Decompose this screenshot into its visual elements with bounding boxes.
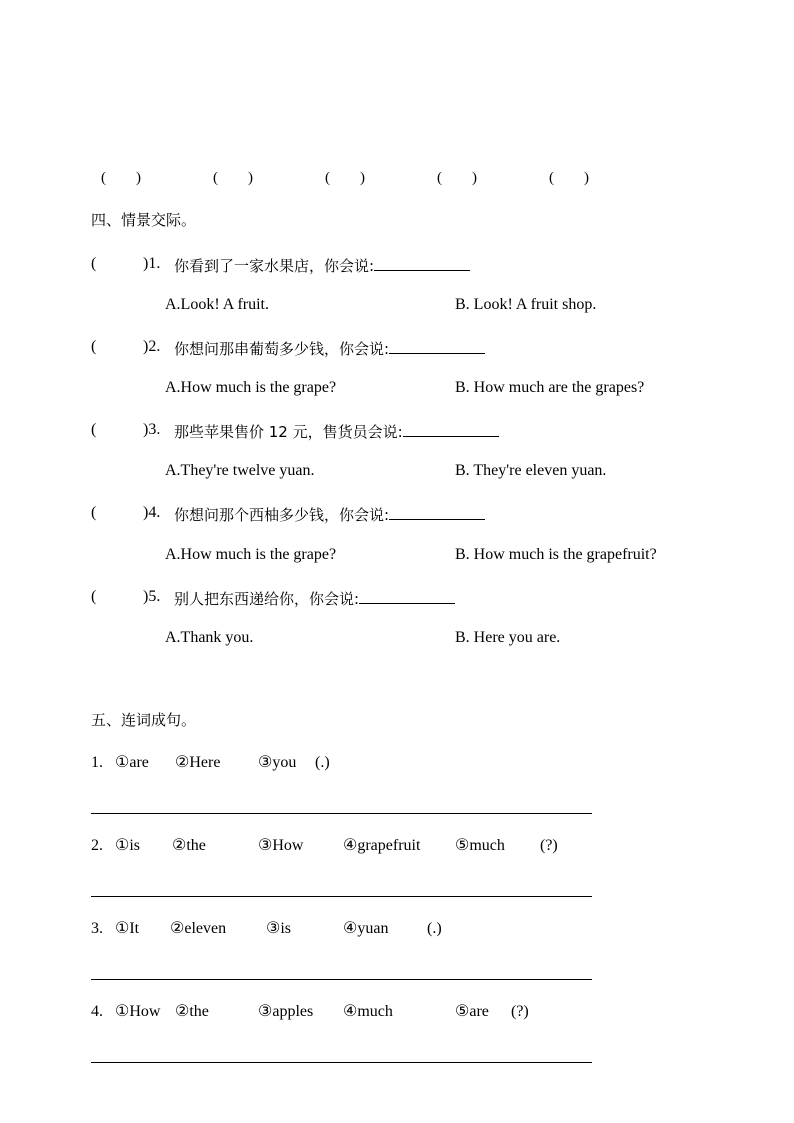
word-token: ①are: [115, 754, 149, 771]
question-number: )4.: [143, 504, 161, 521]
section5-title: 五、连词成句。: [91, 711, 197, 729]
option-a[interactable]: A.How much is the grape?: [165, 379, 337, 396]
option-a[interactable]: A.How much is the grape?: [165, 546, 337, 563]
answer-paren-open[interactable]: (: [91, 421, 97, 438]
answer-paren-open[interactable]: (: [91, 504, 97, 521]
punctuation-token: (?): [540, 837, 558, 854]
answer-paren-open[interactable]: (: [91, 255, 97, 272]
question-prompt: 那些苹果售价 12 元，售货员会说:: [174, 422, 499, 440]
option-b[interactable]: B. They're eleven yuan.: [455, 462, 607, 479]
answer-line[interactable]: [91, 813, 592, 814]
answer-paren[interactable]: ( ): [437, 170, 477, 186]
question-prompt: 你想问那串葡萄多少钱，你会说:: [174, 339, 485, 357]
option-b[interactable]: B. How much are the grapes?: [455, 379, 645, 396]
answer-paren[interactable]: ( ): [325, 170, 365, 186]
word-token: ②Here: [175, 754, 221, 771]
item-number: 3.: [91, 920, 103, 937]
option-a[interactable]: A.They're twelve yuan.: [165, 462, 315, 479]
item-number: 1.: [91, 754, 103, 771]
answer-blank[interactable]: [374, 256, 470, 271]
question-number: )1.: [143, 255, 161, 272]
word-token: ②the: [175, 1003, 209, 1020]
option-b[interactable]: B. How much is the grapefruit?: [455, 546, 657, 563]
answer-blank[interactable]: [389, 505, 485, 520]
word-token: ①It: [115, 920, 140, 937]
answer-blank[interactable]: [389, 339, 485, 354]
word-token: ①How: [115, 1003, 161, 1020]
word-token: ③apples: [258, 1003, 314, 1020]
option-a[interactable]: A.Thank you.: [165, 629, 254, 646]
word-token: ④yuan: [343, 920, 389, 937]
item-number: 2.: [91, 837, 103, 854]
option-b[interactable]: B. Look! A fruit shop.: [455, 296, 597, 313]
section4-title: 四、情景交际。: [91, 211, 197, 229]
item-number: 4.: [91, 1003, 103, 1020]
option-a[interactable]: A.Look! A fruit.: [165, 296, 269, 313]
word-token: ①is: [115, 837, 141, 854]
answer-line[interactable]: [91, 1062, 592, 1063]
word-token: ⑤are: [455, 1003, 489, 1020]
question-number: )3.: [143, 421, 161, 438]
word-token: ②the: [172, 837, 206, 854]
question-prompt: 你想问那个西柚多少钱，你会说:: [174, 505, 485, 523]
word-token: ②eleven: [170, 920, 227, 937]
punctuation-token: (?): [511, 1003, 529, 1020]
answer-paren-open[interactable]: (: [91, 588, 97, 605]
punctuation-token: (.): [315, 754, 330, 771]
question-number: )2.: [143, 338, 161, 355]
answer-blank[interactable]: [359, 589, 455, 604]
answer-paren[interactable]: ( ): [549, 170, 589, 186]
answer-paren[interactable]: ( ): [101, 170, 141, 186]
question-prompt: 你看到了一家水果店，你会说:: [174, 256, 470, 274]
word-token: ③How: [258, 837, 304, 854]
word-token: ③you: [258, 754, 297, 771]
word-token: ④grapefruit: [343, 837, 421, 854]
answer-paren-open[interactable]: (: [91, 338, 97, 355]
option-b[interactable]: B. Here you are.: [455, 629, 561, 646]
answer-line[interactable]: [91, 896, 592, 897]
answer-line[interactable]: [91, 979, 592, 980]
question-prompt: 别人把东西递给你，你会说:: [174, 589, 455, 607]
word-token: ③is: [266, 920, 292, 937]
punctuation-token: (.): [427, 920, 442, 937]
word-token: ④much: [343, 1003, 393, 1020]
question-number: )5.: [143, 588, 161, 605]
answer-blank[interactable]: [403, 422, 499, 437]
word-token: ⑤much: [455, 837, 505, 854]
answer-paren[interactable]: ( ): [213, 170, 253, 186]
